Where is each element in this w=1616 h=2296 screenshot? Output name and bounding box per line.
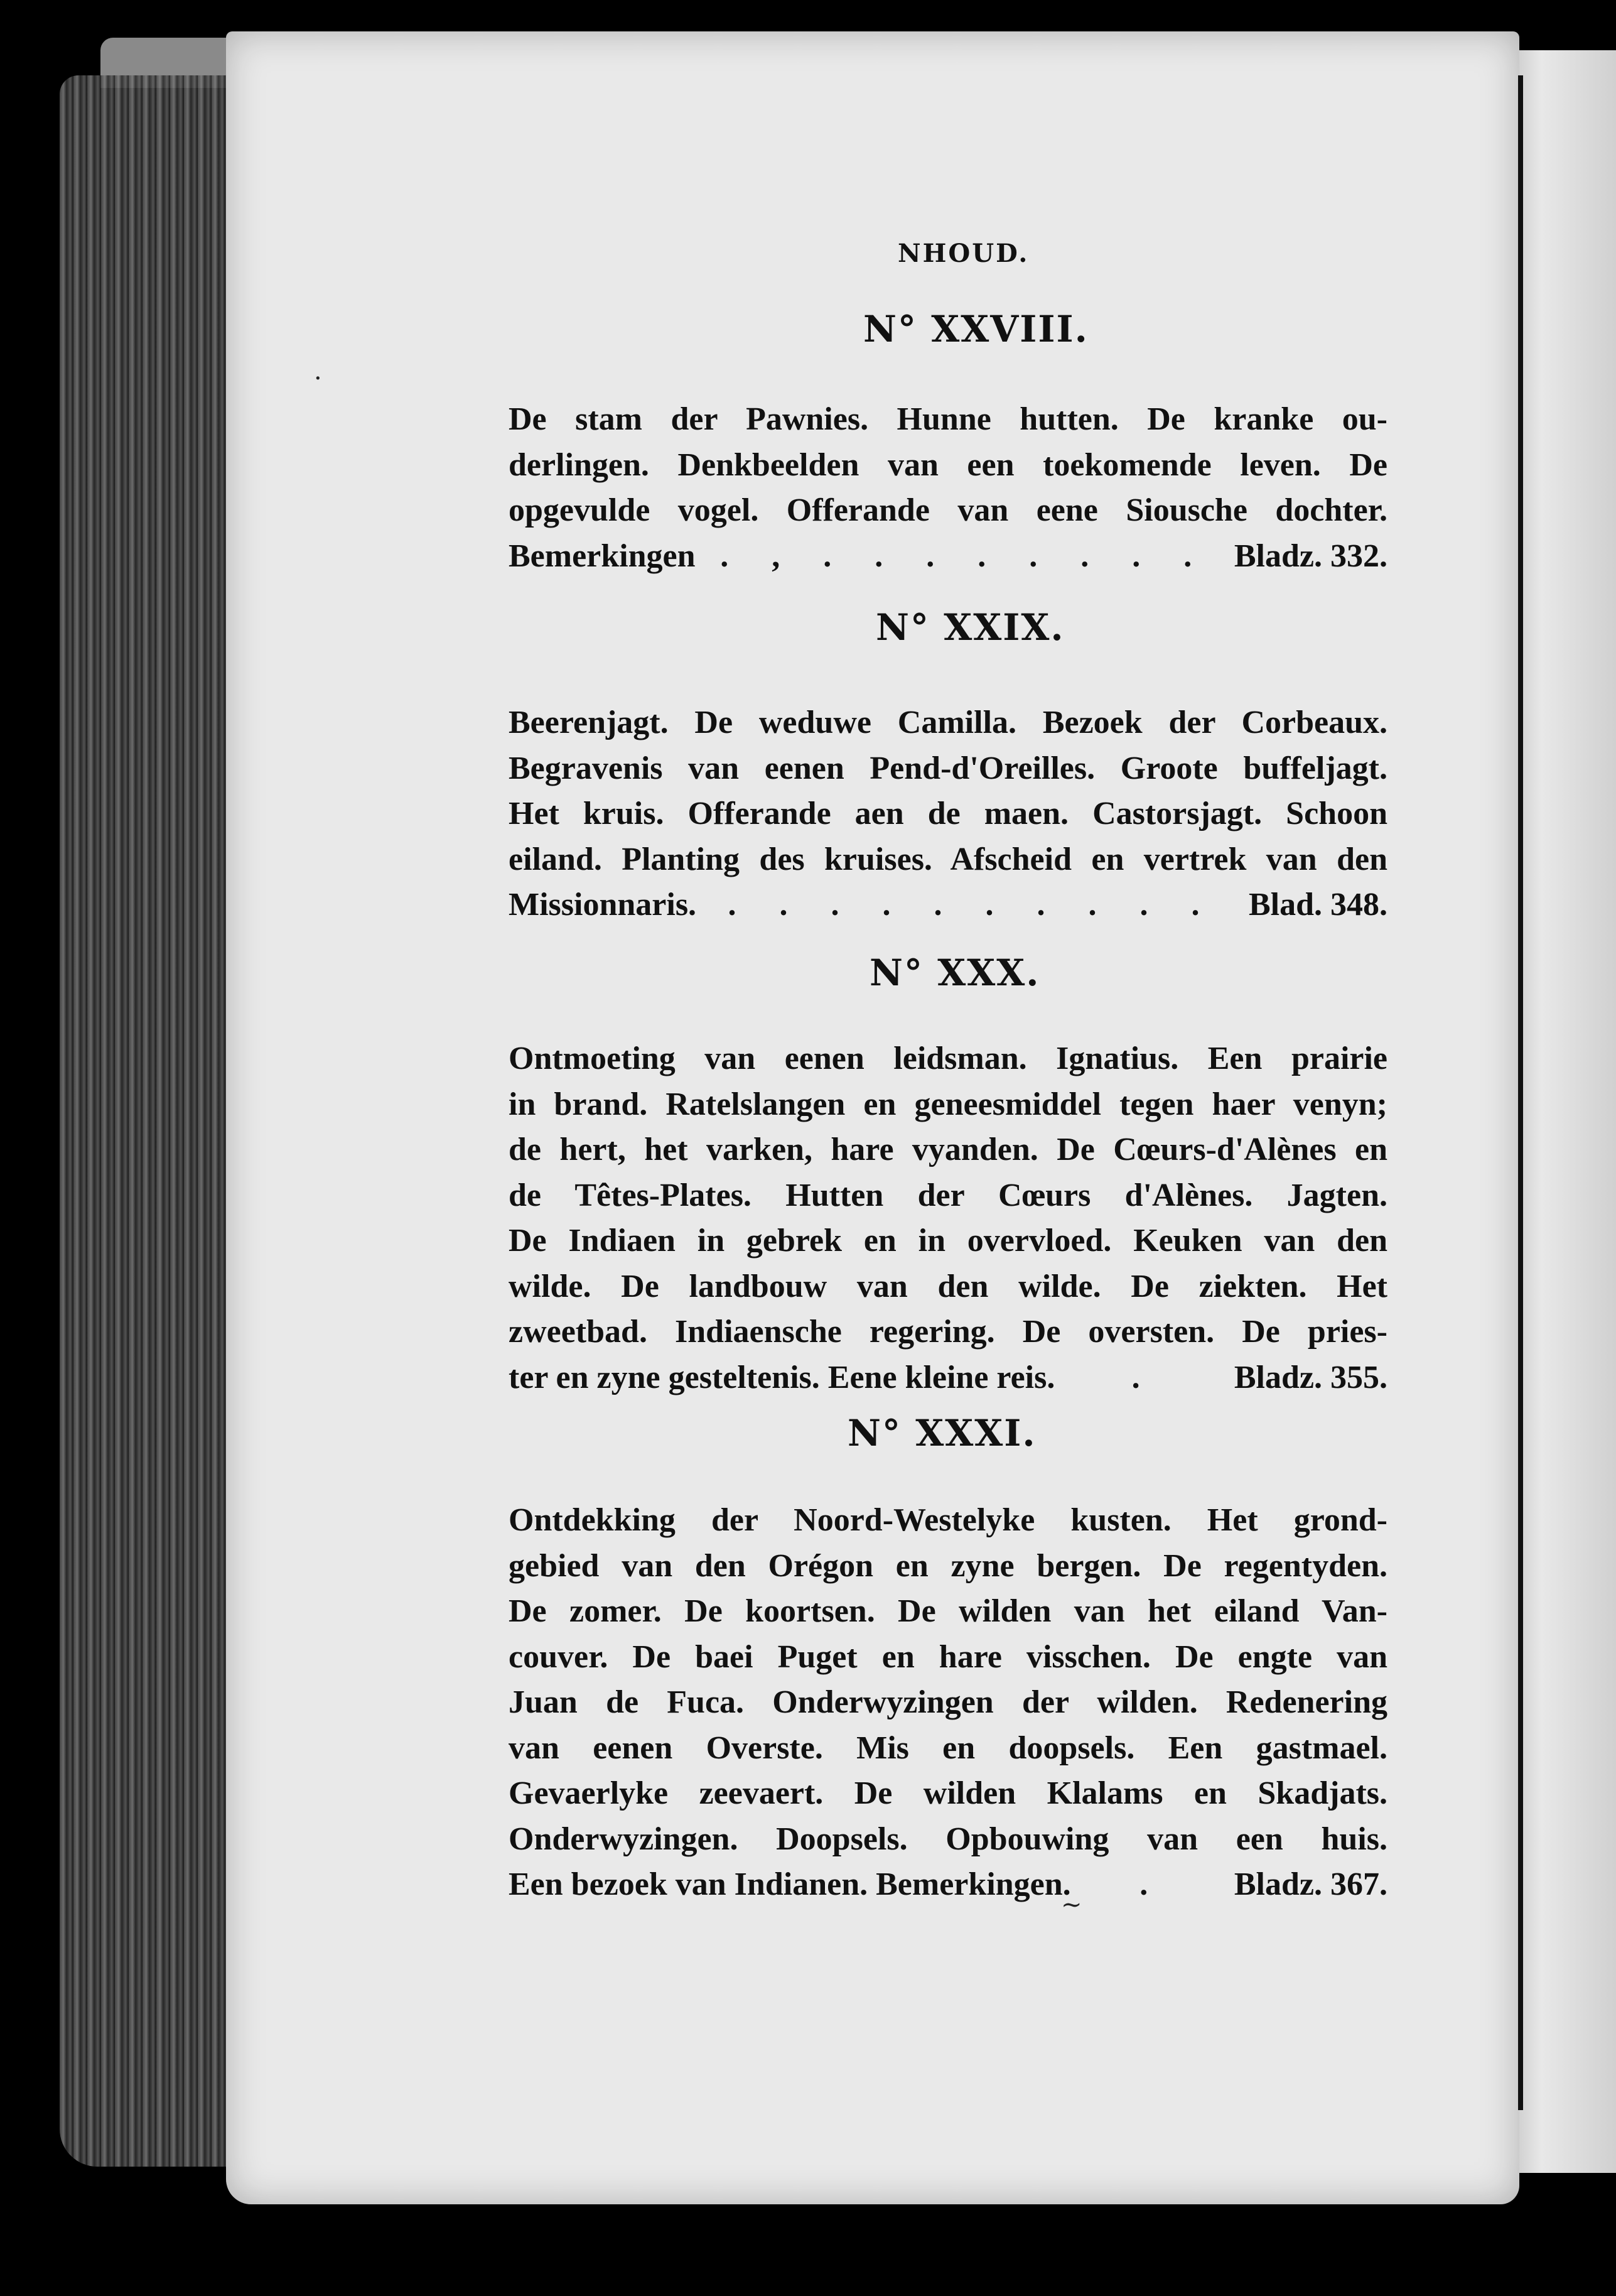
page-reference: Blad. 348. xyxy=(1248,887,1387,923)
text-line: Juan de Fuca. Onderwyzingen der wilden. Redenering xyxy=(509,1684,1387,1720)
page-reference: Bladz. 355. xyxy=(1234,1359,1387,1395)
text-line: Het kruis. Offerande aen de maen. Castorsjagt. Schoon xyxy=(509,796,1387,831)
section-body xyxy=(509,1498,1387,1908)
last-line-text: ter en zyne gesteltenis. Eene kleine reis. xyxy=(509,1359,1055,1395)
text-line-last xyxy=(509,1862,1387,1908)
section-body xyxy=(509,700,1387,928)
text-line-last xyxy=(509,1355,1387,1401)
section-number: N° XXVIII. xyxy=(863,308,1089,350)
text-line: De Indiaen in gebrek en in overvloed. Keuken van den xyxy=(509,1223,1387,1259)
text-line: Beerenjagt. De weduwe Camilla. Bezoek der Corbeaux. xyxy=(509,705,1387,740)
text-line: De zomer. De koortsen. De wilden van het eiland Van- xyxy=(509,1593,1387,1629)
text-line: derlingen. Denkbeelden van een toekomende leven. De xyxy=(509,447,1387,483)
last-line-text: Missionnaris. xyxy=(509,887,697,923)
page-reference: Bladz. 332. xyxy=(1234,538,1387,574)
text-line-last xyxy=(509,534,1387,580)
text-line: Gevaerlyke zeevaert. De wilden Klalams en Skadjats. xyxy=(509,1775,1387,1811)
text-line: wilde. De landbouw van den wilde. De ziekten. Het xyxy=(509,1268,1387,1304)
text-line: de hert, het varken, hare vyanden. De Cœurs-d'Alènes en xyxy=(509,1132,1387,1167)
leader-dots: . xyxy=(1139,1866,1166,1902)
last-line-text: Bemerkingen xyxy=(509,538,696,574)
text-line: Ontdekking der Noord-Westelyke kusten. Het grond- xyxy=(509,1502,1387,1538)
ink-speck: · xyxy=(314,364,322,393)
text-line-last xyxy=(509,882,1387,928)
gutter-shadow xyxy=(1518,75,1523,2110)
section-body xyxy=(509,397,1387,579)
page-reference: Bladz. 367. xyxy=(1234,1866,1387,1902)
page-edges xyxy=(60,75,239,2167)
text-line: zweetbad. Indiaensche regering. De oversten. De pries- xyxy=(509,1314,1387,1350)
section-body xyxy=(509,1036,1387,1400)
leader-dots: . xyxy=(1131,1359,1158,1395)
text-line: gebied van den Orégon en zyne bergen. De regentyden. xyxy=(509,1547,1387,1584)
section-number: N° XXIX. xyxy=(876,606,1065,649)
text-line: Ontmoeting van eenen leidsman. Ignatius. Een prairie xyxy=(509,1041,1387,1076)
text-line: opgevulde vogel. Offerande van eene Siousche dochter. xyxy=(509,492,1387,528)
text-line: De stam der Pawnies. Hunne hutten. De kranke ou- xyxy=(509,401,1387,437)
running-head: NHOUD. xyxy=(898,239,1030,268)
leader-dots: . . . . . . . . . . xyxy=(728,887,1217,923)
text-line: Onderwyzingen. Doopsels. Opbouwing van een huis. xyxy=(509,1821,1387,1857)
leader-dots: . , . . . . . . . . xyxy=(720,538,1210,574)
text-line: in brand. Ratelslangen en geneesmiddel tegen haer venyn; xyxy=(509,1086,1387,1122)
section-number: N° XXX. xyxy=(870,951,1040,994)
section-number: N° XXXI. xyxy=(848,1412,1037,1454)
text-line: van eenen Overste. Mis en doopsels. Een gastmael. xyxy=(509,1730,1387,1766)
text-line: eiland. Planting des kruises. Afscheid en vertrek van den xyxy=(509,841,1387,877)
text-line: de Têtes-Plates. Hutten der Cœurs d'Alènes. Jagten. xyxy=(509,1177,1387,1213)
ink-speck: ~ xyxy=(1061,1890,1082,1919)
text-line: Begravenis van eenen Pend-d'Oreilles. Groote buffeljagt. xyxy=(509,750,1387,786)
text-line: couver. De baei Puget en hare visschen. De engte van xyxy=(509,1638,1387,1675)
last-line-text: Een bezoek van Indianen. Bemerkingen. xyxy=(509,1866,1071,1902)
